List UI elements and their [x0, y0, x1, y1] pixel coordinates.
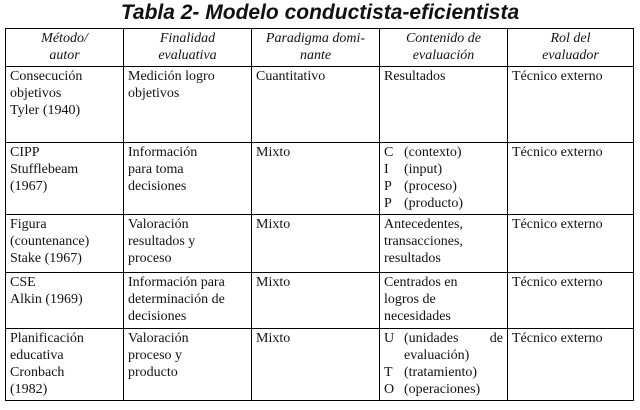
cell-line: Figura — [10, 217, 47, 232]
acronym-letter: C — [384, 145, 394, 160]
cell-rol — [508, 143, 634, 215]
table-row — [6, 67, 634, 143]
cell-contenido — [380, 143, 508, 215]
acronym-text — [404, 330, 503, 347]
cell-line: Medición logro — [128, 69, 215, 84]
acronym-line — [384, 161, 503, 178]
cell-rol — [508, 67, 634, 143]
cell-line: producto — [128, 365, 178, 380]
acronym-line — [384, 195, 503, 212]
acronym-text: (tratamiento) — [404, 365, 478, 380]
cell-finalidad — [124, 215, 252, 273]
acronym-text-part: de — [489, 331, 503, 346]
table-header-row — [6, 29, 634, 67]
cell-line: educativa — [10, 348, 64, 363]
table-row — [6, 273, 634, 329]
cell-paradigma — [252, 143, 380, 215]
cell-line: Valoración — [128, 331, 189, 346]
cell-line: Planificación — [10, 331, 84, 346]
table-title: Tabla 2- Modelo conductista-eficientista — [120, 1, 520, 24]
cell-finalidad — [124, 273, 252, 329]
cell-line: CSE — [10, 275, 36, 290]
header-line: evaluador — [542, 48, 599, 63]
acronym-letter: I — [384, 162, 389, 177]
cell-line: CIPP — [10, 145, 40, 160]
cell-line: transacciones, — [384, 234, 463, 249]
acronym-letter: T — [384, 365, 393, 380]
cell-line: Mixto — [256, 217, 291, 232]
acronym-letter: P — [384, 179, 392, 194]
header-line: evaluación — [412, 48, 475, 63]
cell-line: resultados — [384, 251, 441, 266]
cell-line: objetivos — [10, 86, 62, 101]
cell-line: decisiones — [128, 179, 187, 194]
acronym-line — [384, 178, 503, 195]
acronym-text: (contexto) — [404, 145, 462, 160]
cell-line: Antecedentes, — [384, 217, 463, 232]
cell-line: (countenance) — [10, 234, 90, 249]
cell-line: Información para — [128, 275, 225, 290]
cell-line: Técnico externo — [512, 145, 603, 160]
cell-rol — [508, 215, 634, 273]
acronym-line — [384, 364, 503, 381]
cell-line: objetivos — [128, 86, 180, 101]
cell-line: Stufflebeam — [10, 162, 79, 177]
header-rol — [508, 29, 634, 67]
acronym-letter: U — [384, 331, 395, 346]
cell-finalidad — [124, 329, 252, 401]
cell-rol — [508, 273, 634, 329]
cell-contenido — [380, 273, 508, 329]
cell-line: logros de — [384, 292, 436, 307]
cell-paradigma — [252, 329, 380, 401]
cell-line: Centrados en — [384, 275, 458, 290]
cell-metodo — [6, 273, 124, 329]
cell-line: Mixto — [256, 145, 291, 160]
cell-contenido — [380, 67, 508, 143]
acronym-line — [384, 381, 503, 398]
cell-line: Mixto — [256, 275, 291, 290]
header-line: Método/ — [41, 31, 88, 46]
acronym-text: (input) — [404, 162, 443, 177]
table-row — [6, 215, 634, 273]
cell-line: proceso y — [128, 348, 183, 363]
acronym-letter: P — [384, 196, 392, 211]
header-finalidad — [124, 29, 252, 67]
cell-finalidad — [124, 143, 252, 215]
cell-line: proceso — [128, 251, 172, 266]
acronym-text-part: (unidades — [404, 331, 459, 346]
cell-line: Cronbach — [10, 365, 65, 380]
acronym-text: (proceso) — [404, 179, 457, 194]
header-line: Contenido de — [405, 31, 482, 46]
acronym-text: (producto) — [404, 196, 464, 211]
acronym-line — [384, 330, 503, 347]
cell-line: resultados y — [128, 234, 196, 249]
cell-line: Técnico externo — [512, 331, 603, 346]
cell-paradigma — [252, 215, 380, 273]
model-table — [5, 28, 634, 401]
cell-metodo — [6, 329, 124, 401]
header-line: Paradigma domi- — [265, 31, 366, 46]
cell-metodo — [6, 67, 124, 143]
cell-line: Técnico externo — [512, 69, 603, 84]
cell-line: necesidades — [384, 309, 451, 324]
cell-line: Técnico externo — [512, 275, 603, 290]
header-line: Rol del — [550, 31, 591, 46]
header-contenido — [380, 29, 508, 67]
table-row — [6, 329, 634, 401]
acronym-letter: O — [384, 382, 395, 397]
cell-line: Tyler (1940) — [10, 103, 81, 118]
cell-line: (1967) — [10, 179, 48, 194]
header-metodo — [6, 29, 124, 67]
header-paradigma — [252, 29, 380, 67]
cell-metodo — [6, 143, 124, 215]
header-line: Finalidad — [159, 31, 216, 46]
header-line: nante — [299, 48, 332, 63]
cell-line: Mixto — [256, 331, 291, 346]
cell-line: Alkin (1969) — [10, 292, 83, 307]
cell-line: Cuantitativo — [256, 69, 326, 84]
cell-contenido — [380, 329, 508, 401]
cell-line: Resultados — [384, 69, 446, 84]
cell-line: determinación de — [128, 292, 225, 307]
cell-line: Técnico externo — [512, 217, 603, 232]
cell-metodo — [6, 215, 124, 273]
cell-paradigma — [252, 273, 380, 329]
cell-contenido — [380, 215, 508, 273]
cell-line: para toma — [128, 162, 184, 177]
cell-line: decisiones — [128, 309, 187, 324]
cell-rol — [508, 329, 634, 401]
acronym-continuation: evaluación) — [404, 348, 470, 363]
header-line: autor — [49, 48, 80, 63]
cell-line: Consecución — [10, 69, 83, 84]
cell-line: Valoración — [128, 217, 189, 232]
header-line: evaluativa — [158, 48, 217, 63]
acronym-line — [384, 144, 503, 161]
cell-line: (1982) — [10, 382, 48, 397]
cell-finalidad — [124, 67, 252, 143]
cell-line: Información — [128, 145, 198, 160]
table-row — [6, 143, 634, 215]
acronym-text: (operaciones) — [404, 382, 481, 397]
cell-paradigma — [252, 67, 380, 143]
cell-line: Stake (1967) — [10, 251, 82, 266]
